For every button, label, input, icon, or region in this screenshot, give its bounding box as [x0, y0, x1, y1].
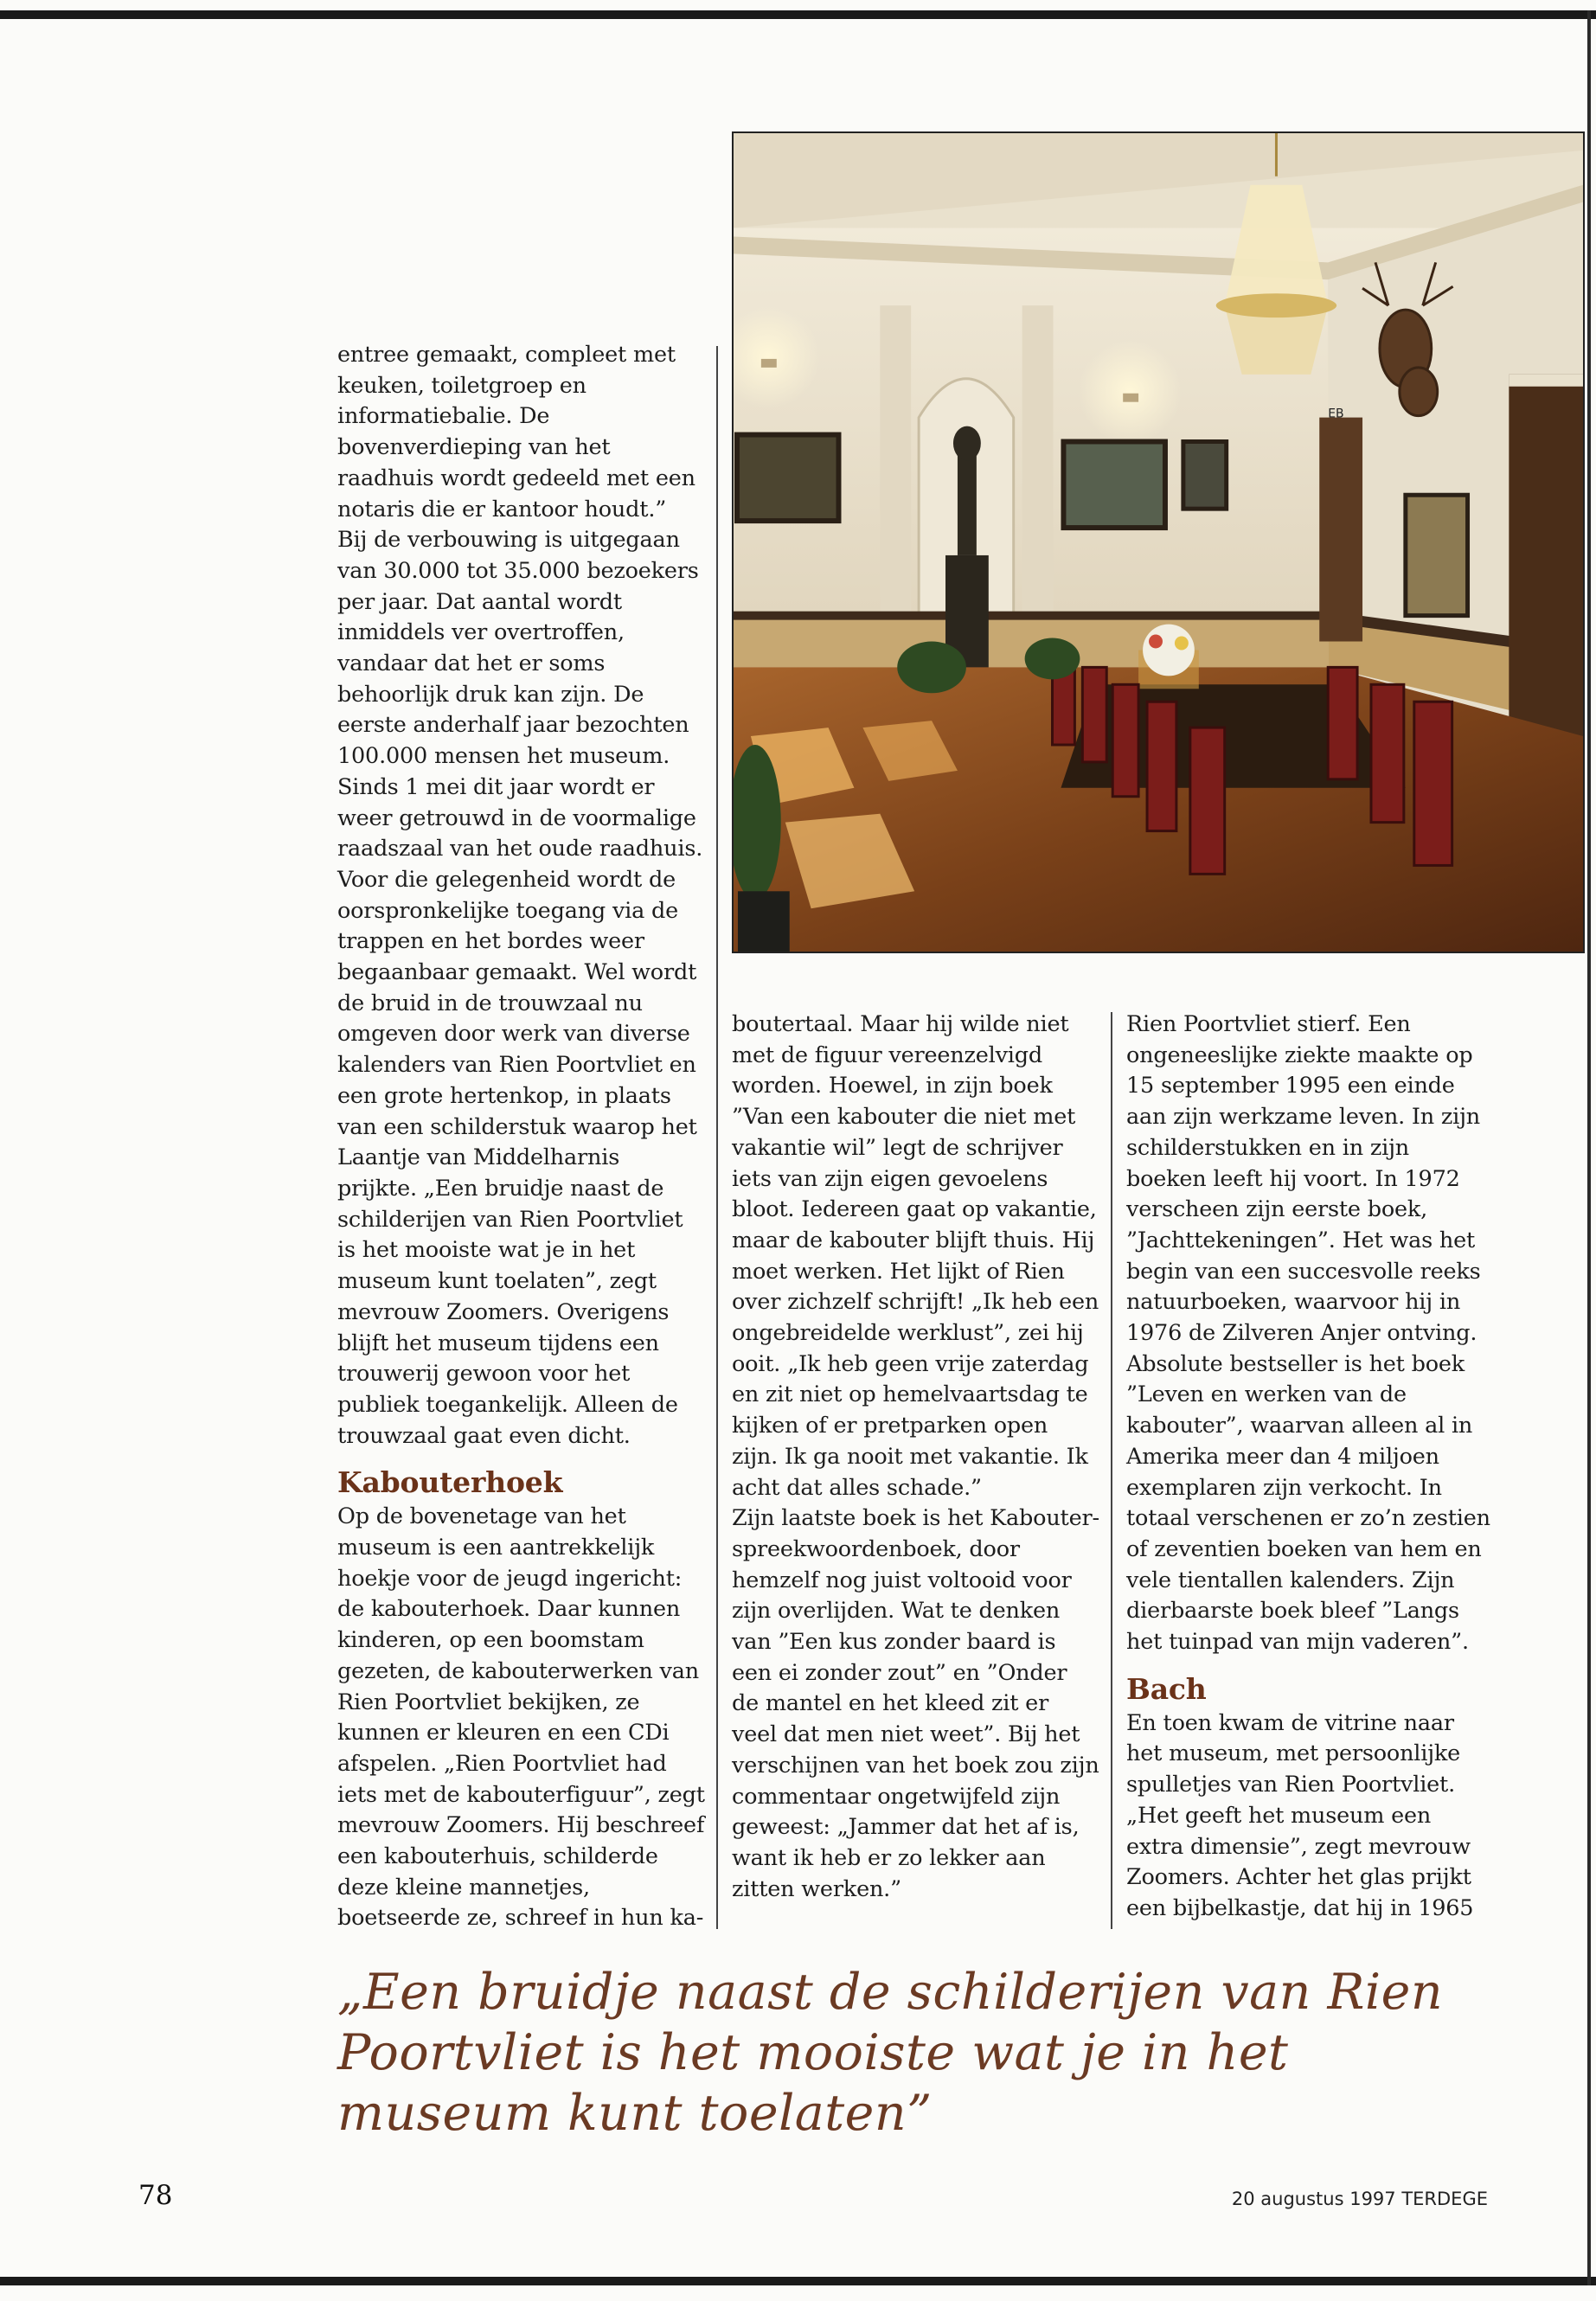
paragraph: boutertaal. Maar hij wilde niet met de figuur vereenzelvigd worden. Hoewel, in zijn boek ”Van een kabouter die niet met vakantie wil” legt de schrijver iets van zijn eigen gevoelens bloot. Iedereen gaat op vakantie, maar de kabouter blijft thuis. Hij moet werken. Het lijkt of Rien over zichzelf schrijft! „Ik heb een ongebreidelde werklust”, zei hij ooit. „Ik heb geen vrije zaterdag en zit niet op hemelvaartsdag te kijken of er pretparken open zijn. Ik ga nooit met vakantie. Ik acht dat alles schade.”: [732, 1011, 1099, 1501]
column-divider: [716, 346, 718, 1929]
top-border: [0, 10, 1596, 19]
bottom-border: [0, 2277, 1596, 2285]
paragraph: Rien Poortvliet stierf. Een ongeneeslijke ziekte maakte op 15 september 1995 een einde aan zijn werkzame leven. In zijn schilderstukken en in zijn boeken leeft hij voort. In 1972 verscheen zijn eerste boek, ”Jachttekeningen”. Het was het begin van een succesvolle reeks natuurboeken, waarvoor hij in 1976 de Zilveren Anjer ontving. Absolute bestseller is het boek ”Leven en werken van de kabouter”, waarvan alleen al in Amerika meer dan 4 miljoen exemplaren zijn verkocht. In totaal verschenen er zo’n zestien of zeventien boeken van hem en vele tientallen kalenders. Zijn dierbaarste boek bleef ”Langs het tuinpad van mijn vaderen”.: [1126, 1011, 1490, 1656]
wedding-hall-illustration: [734, 133, 1583, 952]
article-column-3: [1126, 1009, 1494, 1925]
article-column-2: [732, 1009, 1099, 1905]
paragraph: Op de bovenetage van het museum is een aantrekkelijk hoekje voor de jeugd ingericht: de kabouterhoek. Daar kunnen kinderen, op een boomstam gezeten, de kabouterwerken van Rien Poortvliet bekijken, ze kunnen er kleuren en een CDi afspelen. „Rien Poortvliet had iets met de kabouterfiguur”, zegt mevrouw Zoomers. Hij beschreef een kabouterhuis, schilderde deze kleine mannetjes, boetseerde ze, schreef in hun ka-: [337, 1503, 705, 1932]
door-sign: EB: [1328, 407, 1344, 421]
page-number: 78: [138, 2180, 173, 2211]
subheading-kabouterhoek: Kabouterhoek: [337, 1465, 563, 1500]
right-border: [1587, 10, 1591, 2285]
subheading-bach: Bach: [1126, 1671, 1207, 1706]
issue-info: 20 augustus 1997 TERDEGE: [1231, 2189, 1488, 2209]
paragraph: Zijn laatste boek is het Kabouter-spreekwoordenboek, door hemzelf nog juist voltooid voor zijn overlijden. Wat te denken van ”Een kus zonder baard is een ei zonder zout” en ”Onder de mantel en het kleed zit er veel dat men niet weet”. Bij het verschijnen van het boek zou zijn commentaar ongetwijfeld zijn geweest: „Jammer dat het af is, want ik heb er zo lekker aan zitten werken.”: [732, 1505, 1099, 1902]
pull-quote: „Een bruidje naast de schilderijen van Rien Poortvliet is het mooiste wat je in het museum kunt toelaten”: [337, 1964, 1444, 2142]
wedding-hall-photo: [732, 131, 1585, 953]
paragraph: entree gemaakt, compleet met keuken, toiletgroep en informatiebalie. De bovenverdieping van het raadhuis wordt gedeeld met een notaris die er kantoor houdt.”: [337, 342, 695, 522]
paragraph: En toen kwam de vitrine naar het museum, met persoonlijke spulletjes van Rien Poortvliet. „Het geeft het museum een extra dimensie”, zegt mevrouw Zoomers. Achter het glas prijkt een bijbelkastje, dat hij in 1965: [1126, 1709, 1474, 1921]
column-divider: [1111, 1012, 1112, 1929]
paragraph: Bij de verbouwing is uitgegaan van 30.000 tot 35.000 bezoekers per jaar. Dat aantal wordt inmiddels ver overtroffen, vandaar dat het er soms behoorlijk druk kan zijn. De eerste anderhalf jaar bezochten 100.000 mensen het museum. Sinds 1 mei dit jaar wordt er weer getrouwd in de voormalige raadszaal van het oude raadhuis. Voor die gelegenheid wordt de oorspronkelijke toegang via de trappen en het bordes weer begaanbaar gemaakt. Wel wordt de bruid in de trouwzaal nu omgeven door werk van diverse kalenders van Rien Poortvliet en een grote hertenkop, in plaats van een schilderstuk waarop het Laantje van Middelharnis prijkte. „Een bruidje naast de schilderijen van Rien Poortvliet is het mooiste wat je in het museum kunt toelaten”, zegt mevrouw Zoomers. Overigens blijft het museum tijdens een trouwerij gewoon voor het publiek toegankelijk. Alleen de trouwzaal gaat even dicht.: [337, 527, 703, 1449]
article-column-1: [337, 340, 705, 1934]
